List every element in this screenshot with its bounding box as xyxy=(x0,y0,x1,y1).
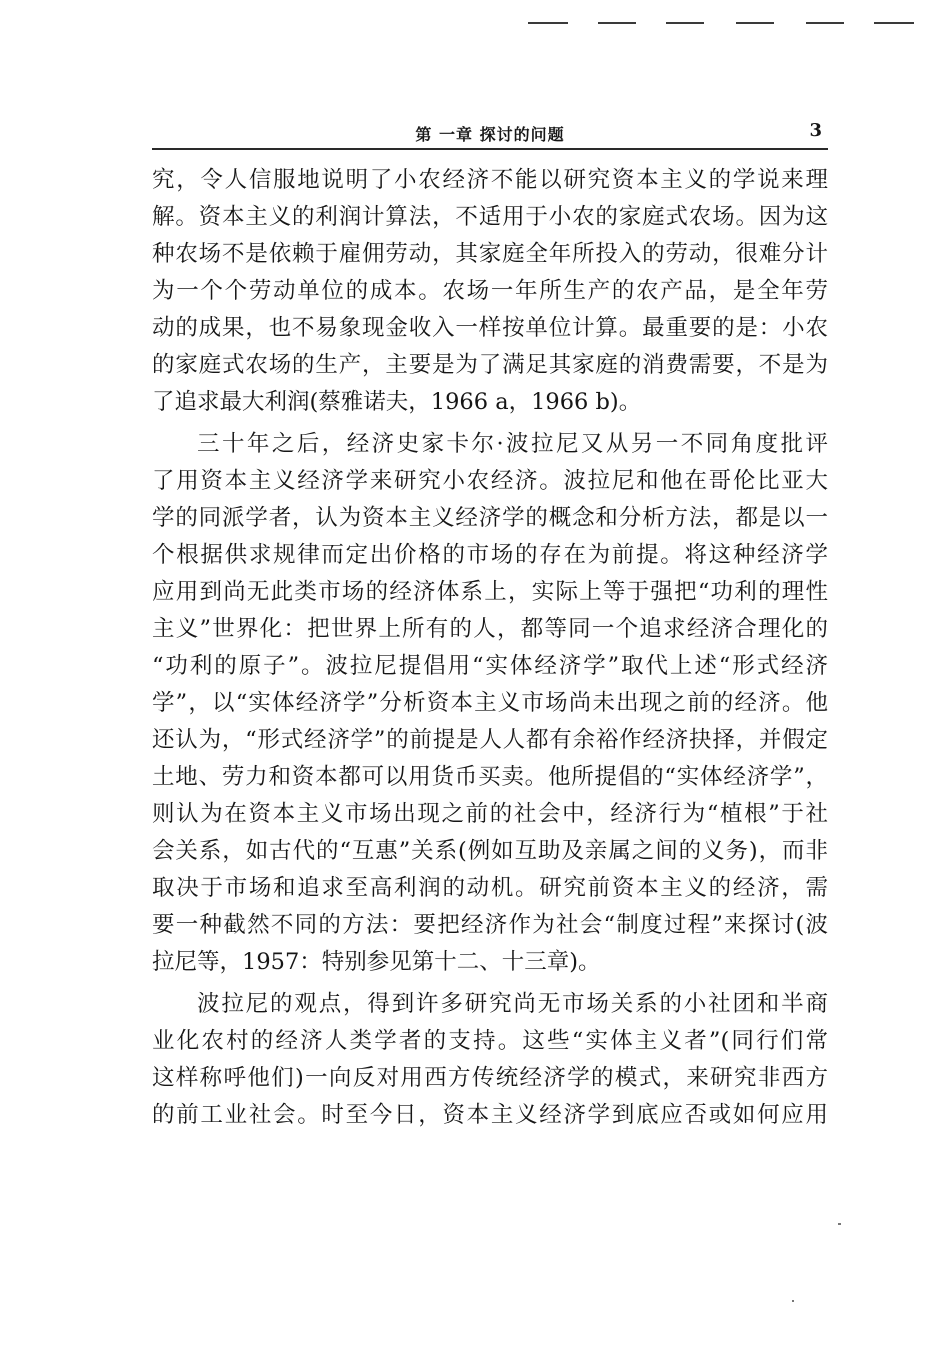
text-line: 会关系，如古代的“互惠”关系(例如互助及亲属之间的义务)，而非 xyxy=(152,838,828,864)
scan-artifact-dash xyxy=(806,22,844,24)
text-line: 则认为在资本主义市场出现之前的社会中，经济行为“植根”于社 xyxy=(152,801,828,827)
paragraph-1 xyxy=(152,162,828,421)
text-line: 个根据供求规律而定出价格的市场的存在为前提。将这种经济学 xyxy=(152,542,828,568)
body-text xyxy=(152,162,828,1134)
text-line: 种农场不是依赖于雇佣劳动，其家庭全年所投入的劳动，很难分计 xyxy=(152,241,828,267)
text-line: 取决于市场和追求至高利润的动机。研究前资本主义的经济，需 xyxy=(152,875,828,901)
text-line: 学”，以“实体经济学”分析资本主义市场尚未出现之前的经济。他 xyxy=(152,690,828,716)
text-line: 的前工业社会。时至今日，资本主义经济学到底应否或如何应用 xyxy=(152,1102,828,1128)
paragraph-2 xyxy=(152,426,828,981)
text-line: 主义”世界化：把世界上所有的人，都等同一个追求经济合理化的 xyxy=(152,616,828,642)
header-rule xyxy=(152,148,828,150)
scan-artifact-dash xyxy=(666,22,704,24)
text-line: 还认为，“形式经济学”的前提是人人都有余裕作经济抉择，并假定 xyxy=(152,727,828,753)
text-line: 这样称呼他们)一向反对用西方传统经济学的模式，来研究非西方 xyxy=(152,1065,828,1091)
text-line: 三十年之后，经济史家卡尔·波拉尼又从另一不同角度批评 xyxy=(197,431,828,457)
running-header xyxy=(152,118,828,150)
text-line: 要一种截然不同的方法：要把经济作为社会“制度过程”来探讨(波 xyxy=(152,912,828,938)
scan-speck xyxy=(792,1300,794,1302)
text-line: 了追求最大利润(蔡雅诺夫，1966 a，1966 b)。 xyxy=(152,389,642,415)
text-line: 波拉尼的观点，得到许多研究尚无市场关系的小社团和半商 xyxy=(197,991,828,1017)
text-line: 拉尼等，1957：特别参见第十二、十三章)。 xyxy=(152,949,601,975)
text-line: 究，令人信服地说明了小农经济不能以研究资本主义的学说来理 xyxy=(152,167,828,193)
text-line: 业化农村的经济人类学者的支持。这些“实体主义者”(同行们常 xyxy=(152,1028,828,1054)
scan-artifact-dash xyxy=(874,22,914,24)
text-line: 的家庭式农场的生产，主要是为了满足其家庭的消费需要，不是为 xyxy=(152,352,828,378)
text-line: 应用到尚无此类市场的经济体系上，实际上等于强把“功利的理性 xyxy=(152,579,828,605)
text-line: 学的同派学者，认为资本主义经济学的概念和分析方法，都是以一 xyxy=(152,505,828,531)
text-line: 土地、劳力和资本都可以用货币买卖。他所提倡的“实体经济学”， xyxy=(152,764,828,790)
page-number: 3 xyxy=(809,120,822,141)
text-line: “功利的原子”。波拉尼提倡用“实体经济学”取代上述“形式经济 xyxy=(152,653,828,679)
text-line: 了用资本主义经济学来研究小农经济。波拉尼和他在哥伦比亚大 xyxy=(152,468,828,494)
chapter-title: 第 一章 探讨的问题 xyxy=(415,125,565,144)
scan-artifact-dash xyxy=(528,22,568,24)
scan-artifact-dash xyxy=(736,22,774,24)
paragraph-3 xyxy=(152,986,828,1134)
scan-artifact-dash xyxy=(598,22,636,24)
scan-speck xyxy=(838,1223,841,1225)
text-line: 动的成果，也不易象现金收入一样按单位计算。最重要的是：小农 xyxy=(152,315,828,341)
text-line: 解。资本主义的利润计算法，不适用于小农的家庭式农场。因为这 xyxy=(152,204,828,230)
text-line: 为一个个劳动单位的成本。农场一年所生产的农产品，是全年劳 xyxy=(152,278,828,304)
